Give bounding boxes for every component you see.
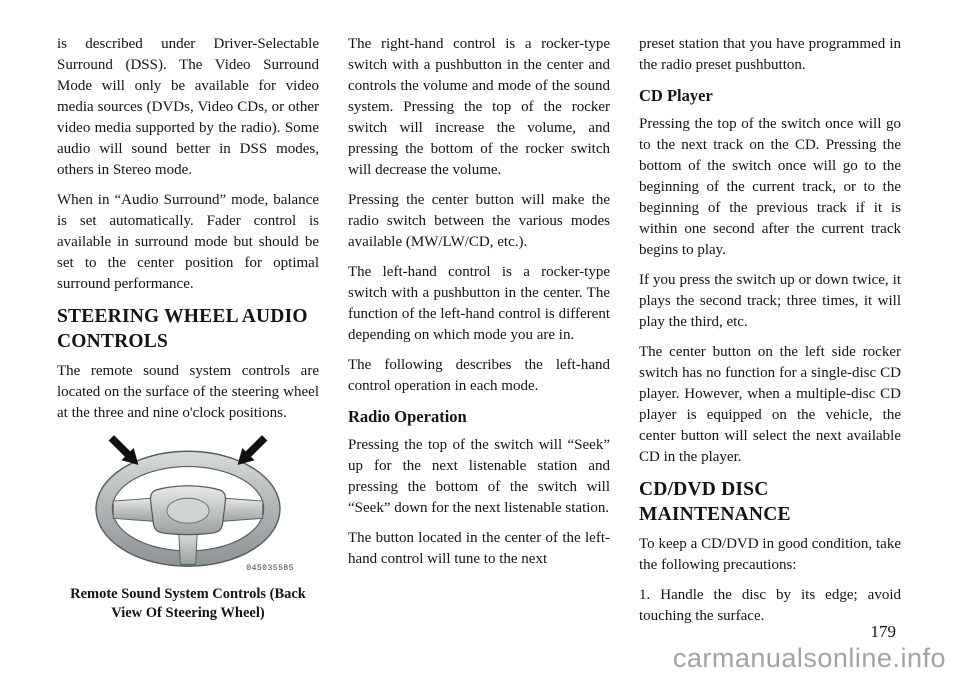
figure-caption [57,585,319,623]
subsection-heading-radio-operation: Radio Operation [348,407,467,426]
page-number: 179 [870,622,896,641]
body-paragraph: The center button on the left side rocker switch has no function for a single-disc CD player. However, when a multiple-disc CD player is equipped on the vehicle, the center button will select the next available CD in the player. [639,344,901,465]
hub-center-pad [167,498,209,523]
body-paragraph: The right-hand control is a rocker-type switch with a pushbutton in the center and controls the volume and mode of the sound system. Pressing the top of the rocker switch will increase the volume, and pressing the bottom of the rocker switch will decrease the volume. [348,36,610,178]
column-1 [57,34,319,636]
body-paragraph: The remote sound system controls are located on the surface of the steering wheel at the three and nine o'clock positions. [57,363,319,421]
watermark-text: carmanualsonline.info [672,643,946,673]
steering-wheel-figure [57,434,319,623]
body-paragraph: When in “Audio Surround” mode, balance is set automatically. Fader control is available in surround mode but should be set to the center position for optimal surround performance. [57,192,319,292]
body-paragraph: Pressing the top of the switch will “Seek” up for the next listenable station and pressing the bottom of the switch will “Seek” down for the next listenable station. [348,437,610,516]
column-3 [639,34,901,636]
column-2 [348,34,610,636]
figure-part-code: 045035585 [246,564,294,573]
figure-caption-line2: View Of Steering Wheel) [111,605,265,621]
steering-wheel-drawing [82,434,294,572]
steering-wheel-illustration [82,434,294,577]
body-paragraph: is described under Driver-Selectable Surround (DSS). The Video Surround Mode will only be available for video media sources (DVDs, Video CDs, or other video media supported by the radio). Some audio will sound better in DSS modes, others in Stereo mode. [57,36,319,178]
body-paragraph: The following describes the left-hand control operation in each mode. [348,357,610,394]
body-paragraph: preset station that you have programmed in the radio preset pushbutton. [639,36,901,73]
body-paragraph: Pressing the top of the switch once will go to the next track on the CD. Pressing the bottom of the switch once will go to the beginning of the current track, or to the beginning of the previous track if it is within one second after the current track begins to play. [639,116,901,258]
body-paragraph: 1. Handle the disc by its edge; avoid touching the surface. [639,587,901,624]
subsection-heading-cd-player: CD Player [639,86,713,105]
body-paragraph: The button located in the center of the left-hand control will tune to the next [348,530,610,567]
body-paragraph: To keep a CD/DVD in good condition, take the following precautions: [639,536,901,573]
section-heading-steering-wheel-audio-controls: STEERING WHEEL AUDIO CONTROLS [57,306,308,352]
body-paragraph: Pressing the center button will make the radio switch between the various modes available (MW/LW/CD, etc.). [348,192,610,250]
section-heading-cd-dvd-disc-maintenance: CD/DVD DISC MAINTENANCE [639,479,791,525]
figure-caption-line1: Remote Sound System Controls (Back [70,586,306,602]
body-paragraph: If you press the switch up or down twice, it plays the second track; three times, it will play the third, etc. [639,272,901,330]
body-paragraph: The left-hand control is a rocker-type switch with a pushbutton in the center. The function of the left-hand control is different depending on which mode you are in. [348,264,610,343]
text-columns [57,34,901,636]
